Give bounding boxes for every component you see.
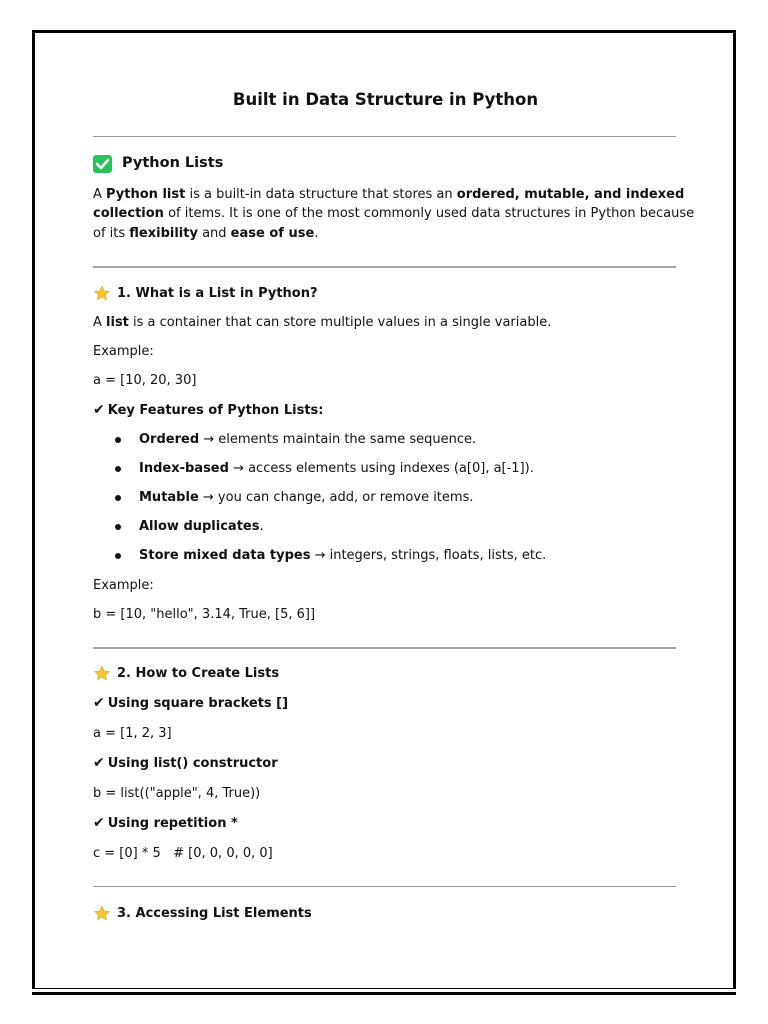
bullet-text: . [259, 519, 264, 534]
method-heading-text: Using list() constructor [107, 756, 278, 771]
bullet-text: → elements maintain the same sequence. [199, 432, 477, 447]
code-example: a = [1, 2, 3] [93, 726, 172, 741]
body-text: A [93, 315, 107, 330]
intro-bold: Python list [106, 187, 186, 202]
bullet-dot [115, 495, 121, 501]
body-bold: list [106, 315, 129, 330]
method-heading-text: Using square brackets [] [107, 696, 289, 711]
page-bottom-line [32, 988, 736, 989]
bullet-bold: Index-based [139, 461, 229, 476]
subsection-heading-3 [93, 904, 312, 923]
example-label: Example: [93, 344, 154, 359]
features-heading [93, 401, 323, 420]
subsection-heading-2 [93, 664, 279, 683]
subsection-heading-1 [93, 284, 318, 303]
intro-bold: ease of use [230, 226, 315, 241]
star-icon [93, 665, 111, 682]
intro-line-2 [93, 204, 694, 223]
bullet-bold: Ordered [139, 432, 200, 447]
page-bottom-edge [32, 992, 736, 995]
bullet-text: → access elements using indexes (a[0], a[-1]). [228, 461, 534, 476]
intro-text: . [314, 226, 319, 241]
intro-line-1 [93, 185, 684, 204]
method-heading-text: Using repetition * [107, 816, 238, 831]
page-title: Built in Data Structure in Python [232, 90, 539, 109]
example-label: Example: [93, 578, 154, 593]
bullet-dot [115, 466, 121, 472]
star-icon [93, 285, 111, 302]
divider [93, 647, 676, 649]
bullet-text: → integers, strings, floats, lists, etc. [310, 548, 547, 563]
list-definition [93, 313, 551, 332]
intro-text: is a built-in data structure that stores an [185, 187, 457, 202]
bullet-bold: Mutable [139, 490, 199, 505]
list-item [139, 488, 473, 507]
check-box-icon [93, 155, 112, 173]
bullet-text: → you can change, add, or remove items. [198, 490, 474, 505]
divider [93, 266, 676, 268]
bullet-dot [115, 437, 121, 443]
code-example: b = [10, "hello", 3.14, True, [5, 6]] [93, 607, 316, 622]
bullet-bold: Store mixed data types [139, 548, 311, 563]
intro-line-3 [93, 224, 318, 243]
bullet-bold: Allow duplicates [139, 519, 260, 534]
list-item [139, 546, 546, 565]
method-heading [93, 814, 238, 833]
star-icon [93, 905, 111, 922]
code-example: b = list(("apple", 4, True)) [93, 786, 261, 801]
subsection-heading-text: 2. How to Create Lists [117, 666, 280, 681]
subsection-heading-text: 1. What is a List in Python? [117, 286, 318, 301]
intro-bold: flexibility [129, 226, 198, 241]
section-heading-text: Python Lists [122, 155, 224, 171]
divider [93, 886, 676, 887]
checkmark-icon: ✔ [93, 815, 105, 831]
intro-bold: ordered, mutable, and indexed [456, 187, 685, 202]
code-example: a = [10, 20, 30] [93, 373, 197, 388]
checkmark-icon: ✔ [93, 755, 105, 771]
checkmark-icon: ✔ [93, 402, 105, 418]
subsection-heading-text: 3. Accessing List Elements [117, 906, 312, 921]
divider [93, 136, 676, 137]
bullet-dot [115, 553, 121, 559]
intro-text: of its [93, 226, 130, 241]
section-heading [93, 154, 223, 173]
intro-text: and [197, 226, 231, 241]
list-item [139, 517, 264, 536]
bullet-dot [115, 524, 121, 530]
intro-text: A [93, 187, 107, 202]
method-heading [93, 694, 288, 713]
method-heading [93, 754, 278, 773]
features-heading-text: Key Features of Python Lists: [107, 403, 324, 418]
list-item [139, 430, 476, 449]
intro-text: of items. It is one of the most commonly used data structures in Python because [163, 206, 695, 221]
body-text: is a container that can store multiple values in a single variable. [128, 315, 552, 330]
list-item [139, 459, 534, 478]
code-example: c = [0] * 5 # [0, 0, 0, 0, 0] [93, 846, 273, 861]
checkmark-icon: ✔ [93, 695, 105, 711]
intro-bold: collection [93, 206, 164, 221]
